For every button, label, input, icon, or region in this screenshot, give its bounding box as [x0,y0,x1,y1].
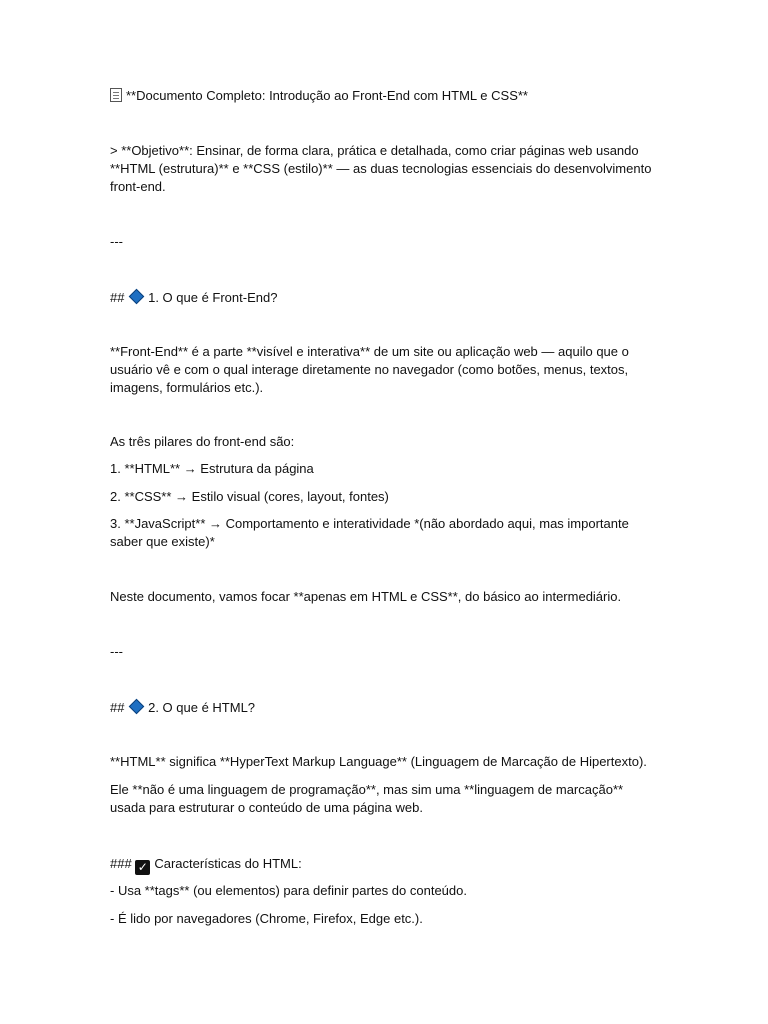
heading-text: 2. O que é HTML? [148,700,256,715]
subheading-text: Características do HTML: [154,856,302,871]
html-definition: **HTML** significa **HyperText Markup Language** (Linguagem de Marcação de Hipertexto). [110,754,647,769]
subheading-prefix: ### [110,856,132,871]
paragraph-line: usuário vê e com o qual interage diretamente no navegador (como botões, menus, textos, [110,362,629,377]
list-item: 3. **JavaScript** → Comportamento e interatividade *(não abordado aqui, mas importante [110,516,629,531]
document-title [110,87,670,105]
objective-line-2: **HTML (estrutura)** e **CSS (estilo)** — as duas tecnologias essenciais do desenvolvimento [110,161,652,176]
list-item-continuation: saber que existe)* [110,534,215,549]
section-heading-front-end [110,289,670,307]
heading-text: 1. O que é Front-End? [148,290,278,305]
list-item: 1. **HTML** → Estrutura da página [110,461,314,476]
pillars-intro: As três pilares do front-end são: [110,434,295,449]
objective-line-3: front-end. [110,179,166,194]
title-text: **Documento Completo: Introdução ao Front-End com HTML e CSS** [126,88,528,103]
paragraph-line: Ele **não é uma linguagem de programação**, mas sim uma **linguagem de marcação** [110,782,624,797]
section-heading-html [110,699,670,717]
blue-diamond-icon [129,289,145,305]
focus-statement: Neste documento, vamos focar **apenas em HTML e CSS**, do básico ao intermediário. [110,589,622,604]
paragraph-line: imagens, formulários etc.). [110,380,264,395]
list-item: 2. **CSS** → Estilo visual (cores, layout, fontes) [110,489,389,504]
objective-line-1: > **Objetivo**: Ensinar, de forma clara, prática e detalhada, como criar páginas web usando [110,143,639,158]
page-icon [110,88,122,102]
blue-diamond-icon [129,699,145,715]
paragraph-line: usada para estruturar o conteúdo de uma página web. [110,800,423,815]
list-item: - É lido por navegadores (Chrome, Firefox, Edge etc.). [110,911,423,926]
heading-prefix: ## [110,700,125,715]
list-item: - Usa **tags** (ou elementos) para definir partes do conteúdo. [110,883,467,898]
check-mark-icon: ✓ [135,860,150,875]
paragraph-line: **Front-End** é a parte **visível e interativa** de um site ou aplicação web — aquilo que o [110,344,629,359]
separator: --- [110,234,123,249]
subsection-heading [110,855,670,875]
heading-prefix: ## [110,290,125,305]
separator: --- [110,644,123,659]
